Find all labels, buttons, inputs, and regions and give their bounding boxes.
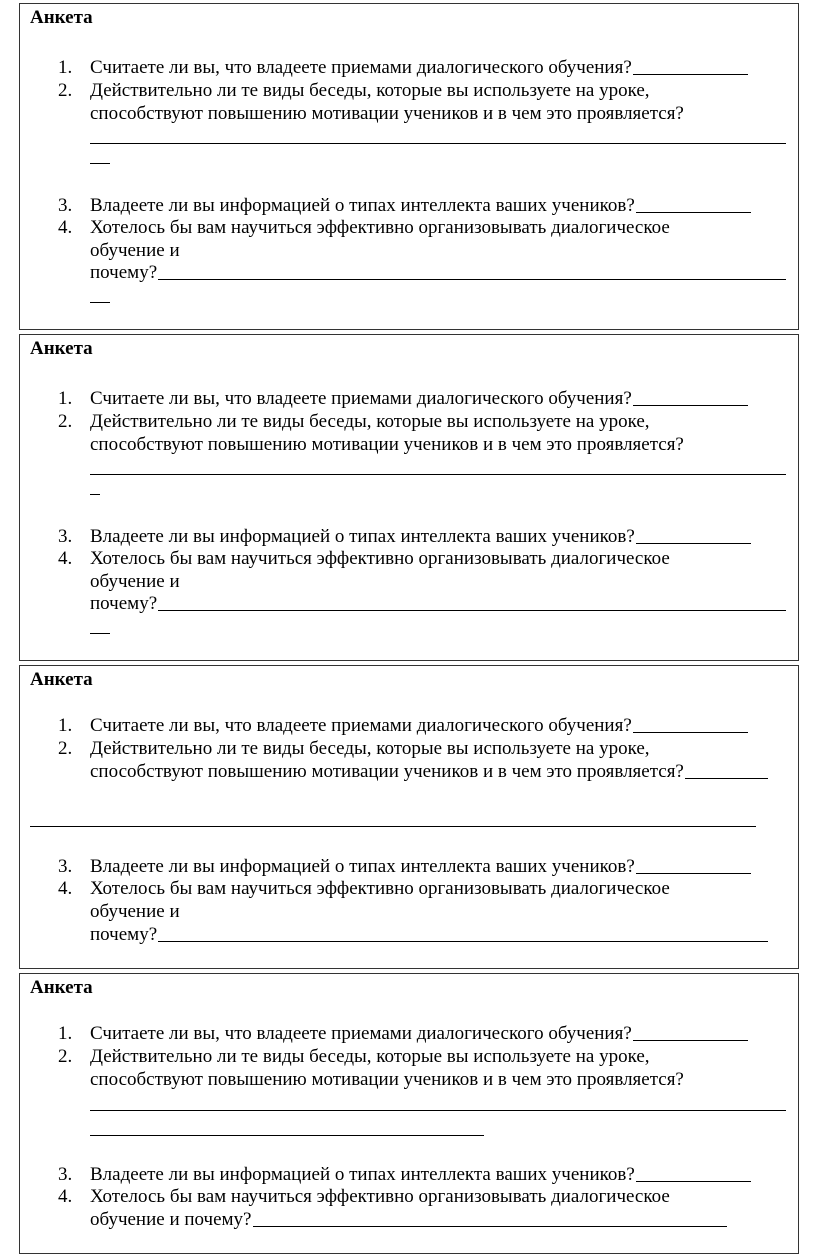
- question-text: Владеете ли вы информацией о типах интеллекта ваших учеников?: [90, 195, 635, 216]
- question-line: [90, 1209, 727, 1231]
- question-text: Хотелось бы вам научиться эффективно организовывать диалогическое: [90, 217, 670, 238]
- question-line: [90, 217, 670, 239]
- questionnaire-form: [19, 334, 799, 661]
- answer-blank[interactable]: [636, 856, 751, 874]
- question-line: [90, 411, 650, 433]
- answer-line[interactable]: [90, 474, 786, 475]
- question-line: [90, 526, 751, 548]
- question-line: [90, 262, 786, 284]
- question-line: [90, 1069, 684, 1091]
- question-text: обучение и: [90, 901, 180, 922]
- question-number: 4.: [58, 548, 73, 569]
- question-number: 1.: [58, 57, 73, 78]
- question-text: Хотелось бы вам научиться эффективно организовывать диалогическое: [90, 1186, 670, 1207]
- question-text: почему?: [90, 262, 158, 283]
- question-line: [90, 240, 180, 262]
- question-number: 1.: [58, 1023, 73, 1044]
- question-number: 4.: [58, 878, 73, 899]
- question-number: 2.: [58, 411, 73, 432]
- question-line: [90, 738, 650, 760]
- question-line: [90, 1164, 751, 1186]
- question-number: 4.: [58, 217, 73, 238]
- answer-blank[interactable]: [636, 526, 751, 544]
- question-text: Действительно ли те виды беседы, которые вы используете на уроке,: [90, 738, 650, 759]
- answer-line[interactable]: [30, 826, 756, 827]
- form-title: Анкета: [30, 977, 93, 998]
- question-text: почему?: [90, 924, 158, 945]
- question-line: [90, 856, 751, 878]
- form-title: Анкета: [30, 338, 93, 359]
- question-number: 2.: [58, 1046, 73, 1067]
- answer-blank[interactable]: [685, 761, 768, 779]
- question-line: [90, 593, 786, 615]
- question-number: 3.: [58, 195, 73, 216]
- question-line: [90, 388, 748, 410]
- question-line: [90, 57, 748, 79]
- answer-line[interactable]: [90, 494, 100, 495]
- question-line: [90, 761, 768, 783]
- answer-blank[interactable]: [633, 57, 748, 75]
- question-number: 2.: [58, 80, 73, 101]
- question-text: Действительно ли те виды беседы, которые вы используете на уроке,: [90, 1046, 650, 1067]
- question-number: 1.: [58, 388, 73, 409]
- question-text: обучение и почему?: [90, 1209, 252, 1230]
- question-text: Действительно ли те виды беседы, которые вы используете на уроке,: [90, 80, 650, 101]
- answer-blank[interactable]: [158, 924, 768, 942]
- form-title: Анкета: [30, 669, 93, 690]
- answer-blank[interactable]: [633, 1023, 748, 1041]
- question-text: обучение и: [90, 571, 180, 592]
- question-number: 3.: [58, 526, 73, 547]
- question-text: способствуют повышению мотивации учеников и в чем это проявляется?: [90, 103, 684, 124]
- question-text: Владеете ли вы информацией о типах интеллекта ваших учеников?: [90, 856, 635, 877]
- answer-line[interactable]: [90, 633, 110, 634]
- answer-blank[interactable]: [633, 388, 748, 406]
- question-number: 1.: [58, 715, 73, 736]
- question-line: [90, 434, 684, 456]
- question-text: способствуют повышению мотивации учеников и в чем это проявляется?: [90, 761, 684, 782]
- answer-blank[interactable]: [158, 593, 786, 611]
- question-line: [90, 1046, 650, 1068]
- question-line: [90, 715, 748, 737]
- question-text: Действительно ли те виды беседы, которые вы используете на уроке,: [90, 411, 650, 432]
- answer-line[interactable]: [90, 143, 786, 144]
- question-line: [90, 80, 650, 102]
- question-text: способствуют повышению мотивации учеников и в чем это проявляется?: [90, 1069, 684, 1090]
- answer-blank[interactable]: [253, 1209, 728, 1227]
- answer-blank[interactable]: [636, 195, 751, 213]
- question-text: Считаете ли вы, что владеете приемами диалогического обучения?: [90, 57, 632, 78]
- answer-line[interactable]: [90, 1135, 484, 1136]
- question-line: [90, 548, 670, 570]
- question-text: способствуют повышению мотивации учеников и в чем это проявляется?: [90, 434, 684, 455]
- question-text: почему?: [90, 593, 158, 614]
- answer-blank[interactable]: [636, 1164, 751, 1182]
- answer-line[interactable]: [90, 1110, 786, 1111]
- answer-line[interactable]: [90, 302, 110, 303]
- answer-line[interactable]: [90, 163, 110, 164]
- question-number: 3.: [58, 856, 73, 877]
- questionnaire-form: [19, 665, 799, 969]
- question-text: Считаете ли вы, что владеете приемами диалогического обучения?: [90, 715, 632, 736]
- question-line: [90, 1023, 748, 1045]
- question-line: [90, 901, 180, 923]
- question-text: Хотелось бы вам научиться эффективно организовывать диалогическое: [90, 548, 670, 569]
- question-line: [90, 1186, 670, 1208]
- question-line: [90, 924, 768, 946]
- questionnaire-form: [19, 3, 799, 330]
- question-text: обучение и: [90, 240, 180, 261]
- question-line: [90, 878, 670, 900]
- question-text: Считаете ли вы, что владеете приемами диалогического обучения?: [90, 1023, 632, 1044]
- questionnaire-form: [19, 973, 799, 1254]
- answer-blank[interactable]: [158, 262, 786, 280]
- form-title: Анкета: [30, 7, 93, 28]
- answer-blank[interactable]: [633, 715, 748, 733]
- question-number: 2.: [58, 738, 73, 759]
- question-text: Хотелось бы вам научиться эффективно организовывать диалогическое: [90, 878, 670, 899]
- question-text: Владеете ли вы информацией о типах интеллекта ваших учеников?: [90, 526, 635, 547]
- question-text: Владеете ли вы информацией о типах интеллекта ваших учеников?: [90, 1164, 635, 1185]
- question-line: [90, 195, 751, 217]
- question-line: [90, 103, 684, 125]
- question-number: 4.: [58, 1186, 73, 1207]
- question-line: [90, 571, 180, 593]
- question-number: 3.: [58, 1164, 73, 1185]
- question-text: Считаете ли вы, что владеете приемами диалогического обучения?: [90, 388, 632, 409]
